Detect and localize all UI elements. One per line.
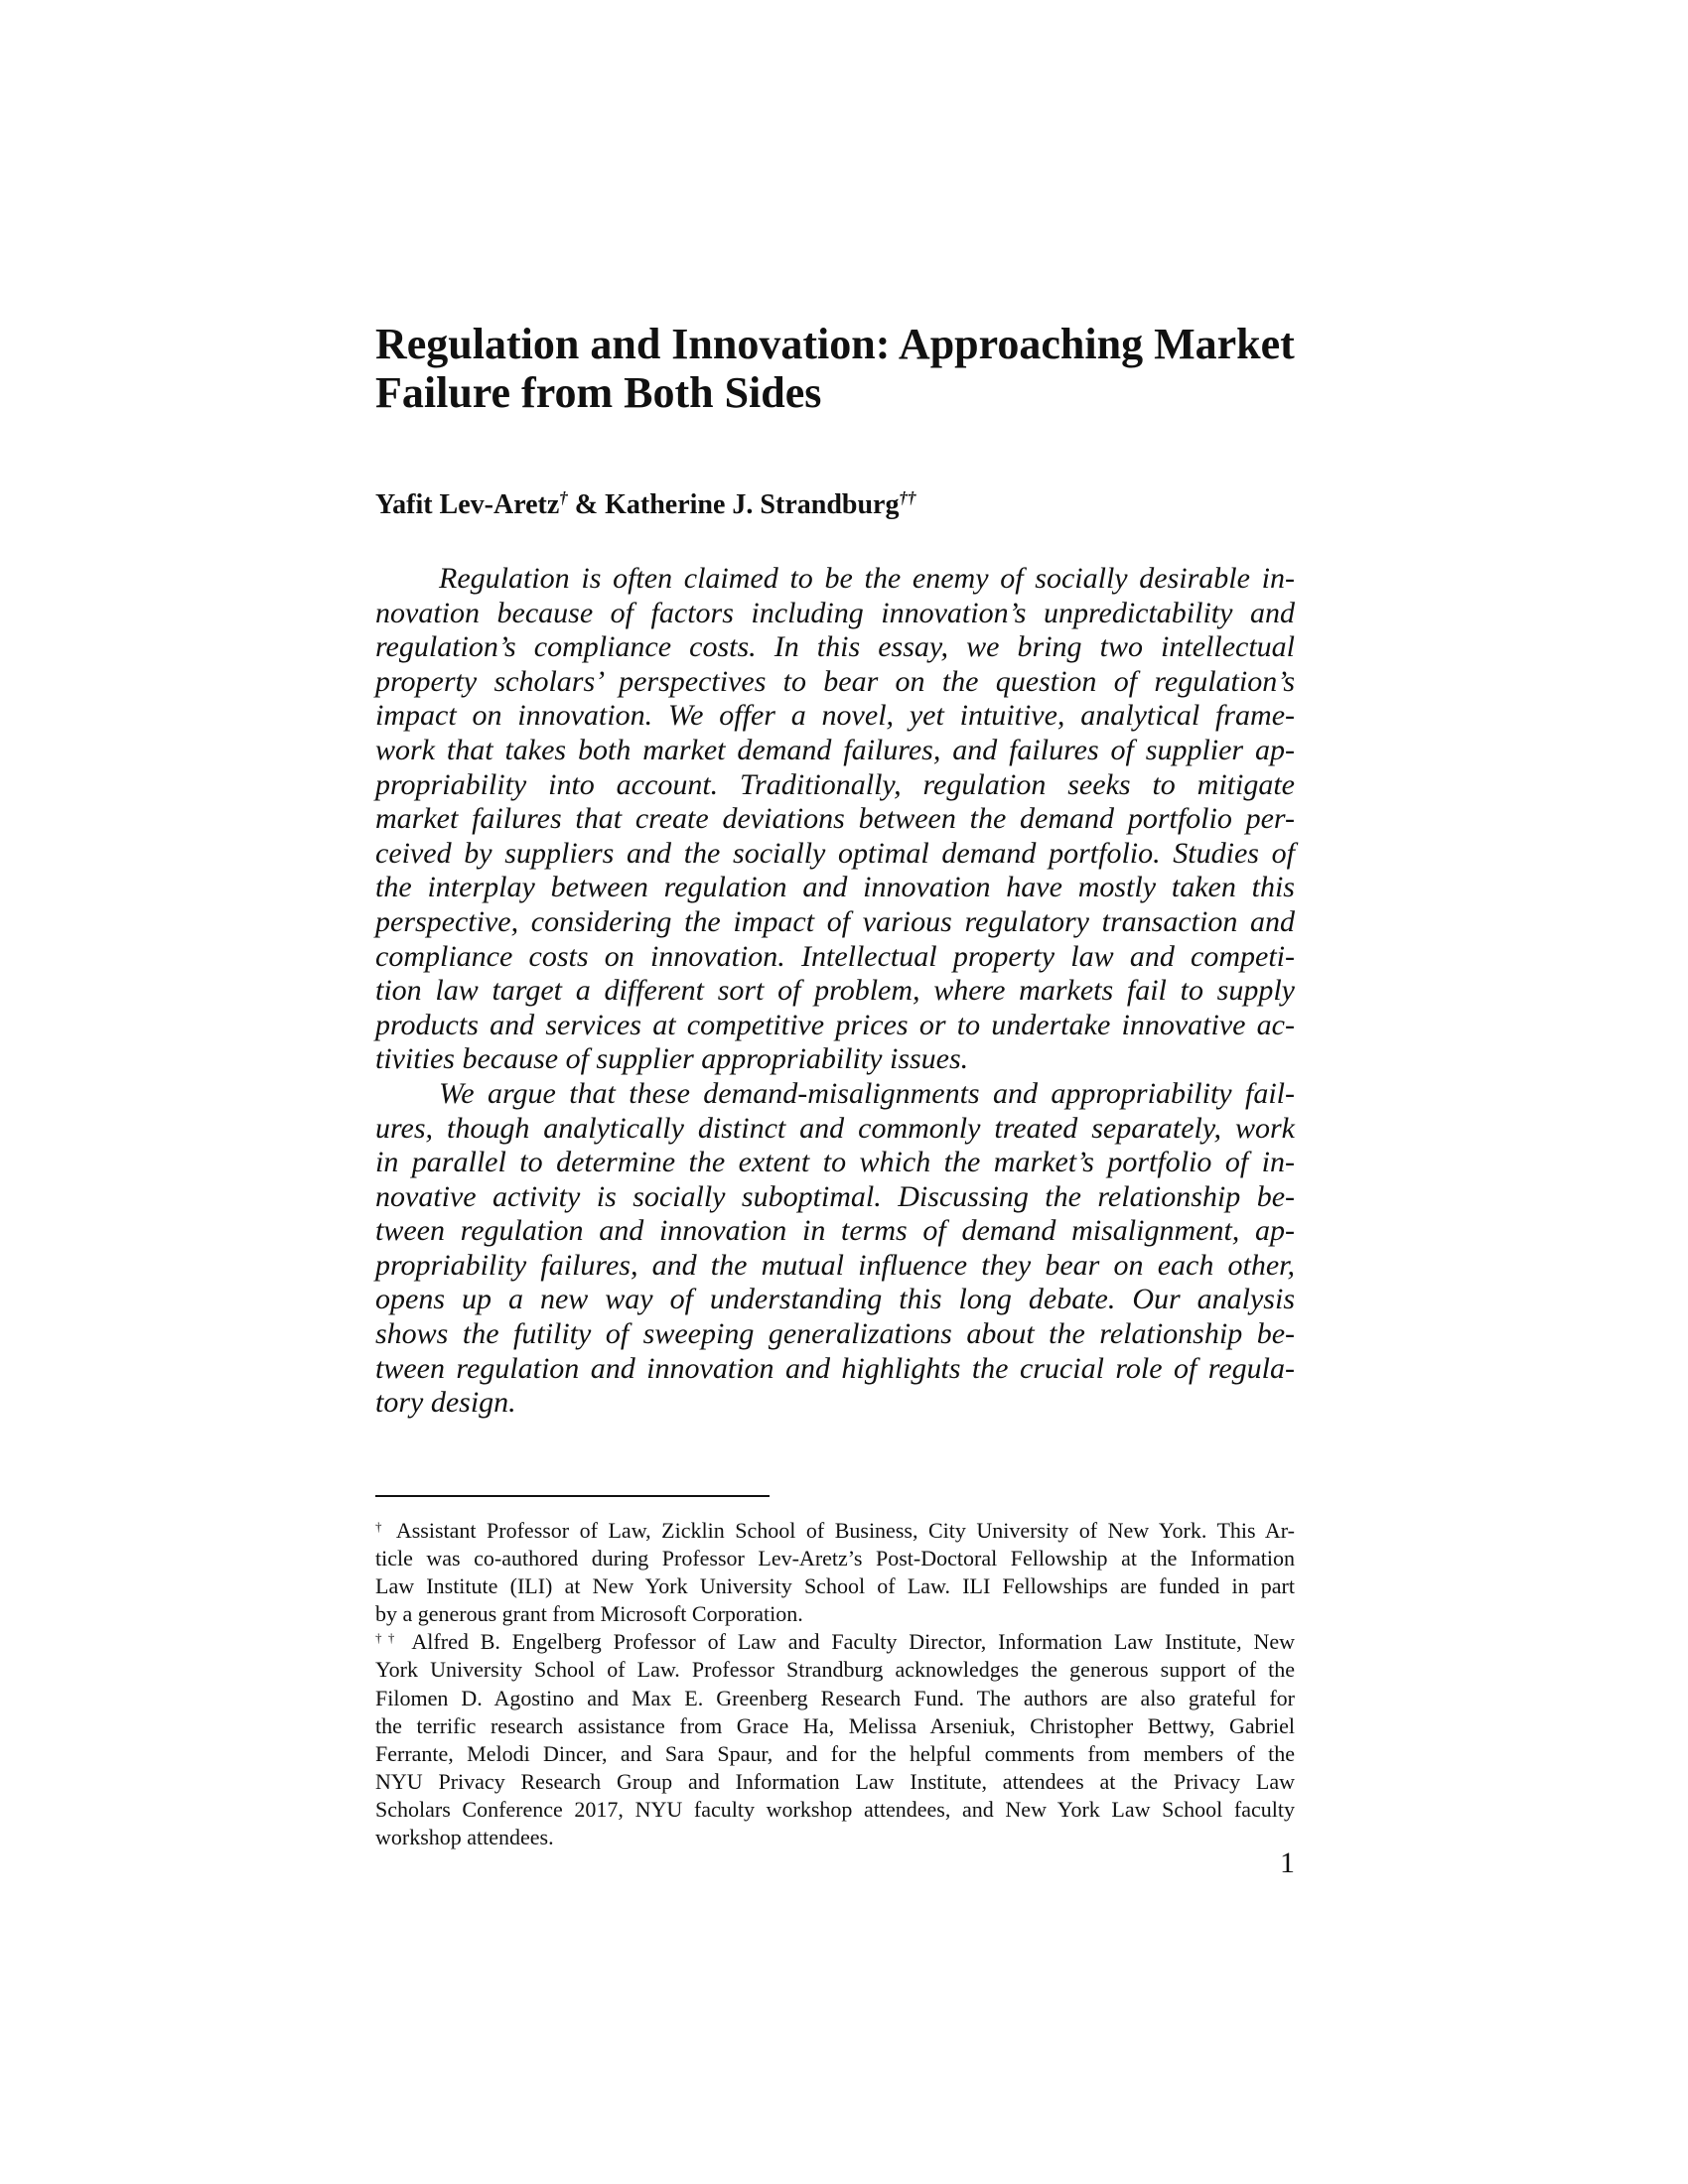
- abstract-line: perspective, considering the impact of various regulatory transaction and: [375, 904, 1295, 938]
- footnote-text: NYU Privacy Research Group and Information Law Institute, attendees at the Privacy Law: [375, 1768, 1295, 1794]
- footnote-text: Law Institute (ILI) at New York University School of Law. ILI Fellowships are funded in part: [375, 1573, 1295, 1599]
- abstract-line: property scholars’ perspectives to bear on the question of regulation’s: [375, 664, 1295, 698]
- title-line: Failure from Both Sides: [375, 368, 822, 417]
- abstract-paragraph: [375, 562, 1295, 1077]
- footnote-text: workshop attendees.: [375, 1825, 554, 1850]
- footnote-divider: [375, 1495, 770, 1497]
- abstract-line: propriability into account. Traditionally, regulation seeks to mitigate: [375, 767, 1295, 801]
- abstract-line: opens up a new way of understanding this long debate. Our analysis: [375, 1283, 1295, 1316]
- abstract-line: shows the futility of sweeping generalizations about the relationship be-: [375, 1317, 1295, 1351]
- footnote-text: York University School of Law. Professor Strandburg acknowledges the generous support of the: [375, 1657, 1295, 1683]
- footnote-text: the terrific research assistance from Grace Ha, Melissa Arseniuk, Christopher Bettwy, Gabriel: [375, 1712, 1295, 1738]
- footnote: [375, 1517, 1295, 1628]
- footnote-marker: †: [375, 1519, 387, 1534]
- footnote-line: [375, 1628, 1295, 1656]
- author-name: Katherine J. Strandburg: [605, 489, 900, 520]
- footnote-line: [375, 1712, 1295, 1740]
- abstract-line: propriability failures, and the mutual influence they bear on each other,: [375, 1248, 1295, 1282]
- footnotes: [375, 1517, 1295, 1851]
- abstract-line: market failures that create deviations between the demand portfolio per-: [375, 802, 1295, 836]
- footnote-text: by a generous grant from Microsoft Corporation.: [375, 1601, 803, 1627]
- abstract-line: We argue that these demand-misalignments and appropriability fail-: [439, 1076, 1295, 1110]
- footnote-text: Filomen D. Agostino and Max E. Greenberg Research Fund. The authors are also grateful for: [375, 1685, 1295, 1710]
- footnote-marker: ††: [375, 1630, 401, 1646]
- abstract-line: tory design.: [375, 1386, 516, 1420]
- page-number: 1: [1280, 1846, 1295, 1879]
- article-title: [375, 320, 1295, 417]
- author-line: [375, 488, 1295, 522]
- footnote: [375, 1628, 1295, 1851]
- abstract-line: tween regulation and innovation in terms of demand misalignment, ap-: [375, 1214, 1295, 1248]
- footnote-text: ticle was co-authored during Professor Lev-Aretz’s Post-Doctoral Fellowship at the Information: [375, 1546, 1295, 1571]
- abstract-line: tion law target a different sort of problem, where markets fail to supply: [375, 974, 1295, 1008]
- abstract-line: work that takes both market demand failures, and failures of supplier ap-: [375, 733, 1295, 766]
- abstract-line: ures, though analytically distinct and commonly treated separately, work: [375, 1111, 1295, 1145]
- footnote-line: [375, 1656, 1295, 1684]
- abstract-line: novation because of factors including innovation’s unpredictability and: [375, 596, 1295, 629]
- abstract: [375, 562, 1295, 1421]
- abstract-line: products and services at competitive prices or to undertake innovative ac-: [375, 1008, 1295, 1041]
- footnote-text: Scholars Conference 2017, NYU faculty workshop attendees, and New York Law School faculty: [375, 1796, 1295, 1822]
- abstract-line: impact on innovation. We offer a novel, yet intuitive, analytical frame-: [375, 699, 1295, 733]
- footnote-marker[interactable]: ††: [899, 488, 916, 507]
- footnote-line: [375, 1600, 1295, 1628]
- author-joiner: &: [567, 489, 606, 520]
- footnote-text: Alfred B. Engelberg Professor of Law and Faculty Director, Information Law Institute, New: [411, 1629, 1295, 1655]
- abstract-line: novative activity is socially suboptimal. Discussing the relationship be-: [375, 1179, 1295, 1213]
- footnote-line: [375, 1685, 1295, 1712]
- footnote-marker[interactable]: †: [559, 488, 568, 507]
- footnote-line: [375, 1572, 1295, 1600]
- footnote-text: Assistant Professor of Law, Zicklin School of Business, City University of New York. This Ar-: [395, 1518, 1296, 1543]
- footnote-text: Ferrante, Melodi Dincer, and Sara Spaur, and for the helpful comments from members of the: [375, 1740, 1295, 1766]
- abstract-line: in parallel to determine the extent to which the market’s portfolio of in-: [375, 1146, 1295, 1179]
- footnote-line: [375, 1768, 1295, 1796]
- author-name: Yafit Lev-Aretz: [375, 489, 560, 520]
- abstract-line: tivities because of supplier appropriability issues.: [375, 1042, 969, 1076]
- abstract-line: regulation’s compliance costs. In this essay, we bring two intellectual: [375, 630, 1295, 664]
- footnote-line: [375, 1740, 1295, 1768]
- title-line: Regulation and Innovation: Approaching Market: [375, 320, 1295, 368]
- footnote-line: [375, 1824, 1295, 1851]
- footnote-line: [375, 1796, 1295, 1824]
- abstract-line: ceived by suppliers and the socially optimal demand portfolio. Studies of: [375, 836, 1295, 870]
- footnote-line: [375, 1545, 1295, 1572]
- abstract-line: tween regulation and innovation and highlights the crucial role of regula-: [375, 1351, 1295, 1385]
- abstract-line: the interplay between regulation and innovation have mostly taken this: [375, 871, 1295, 904]
- abstract-line: Regulation is often claimed to be the enemy of socially desirable in-: [439, 562, 1295, 595]
- abstract-paragraph: [375, 1077, 1295, 1421]
- footnote-line: [375, 1517, 1295, 1545]
- abstract-line: compliance costs on innovation. Intellectual property law and competi-: [375, 939, 1295, 973]
